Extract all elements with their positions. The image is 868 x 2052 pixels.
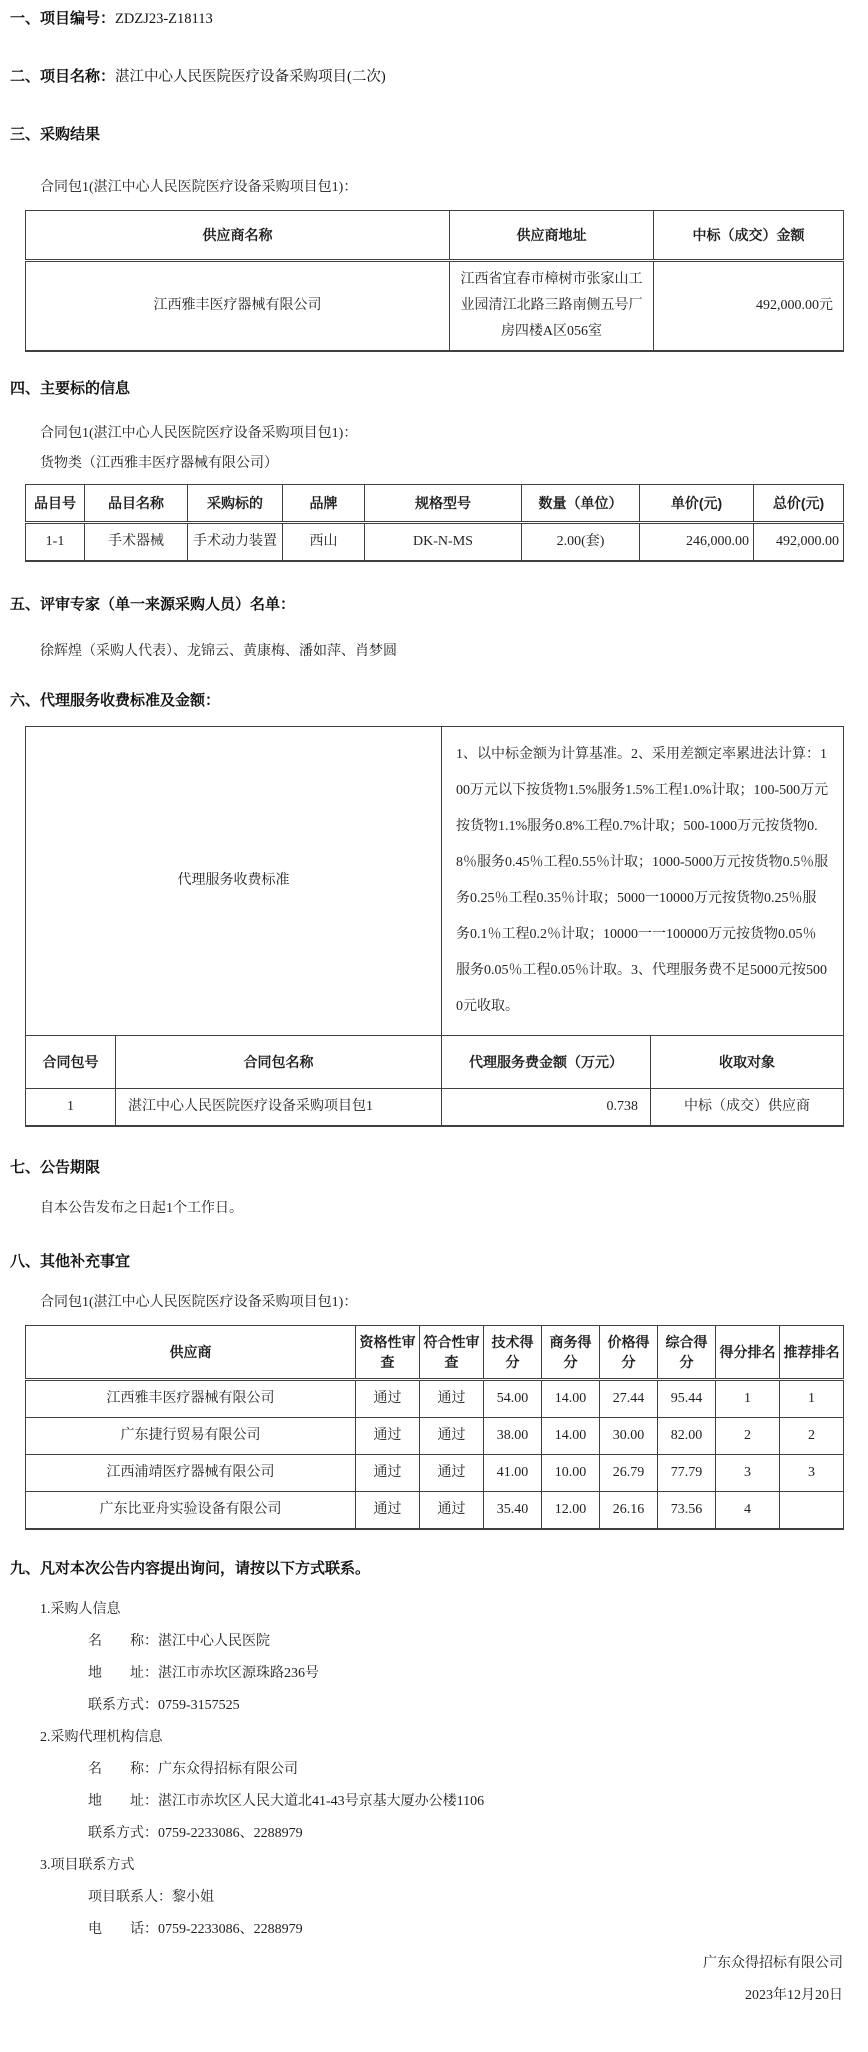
result-package-line: 合同包1(湛江中心人民医院医疗设备采购项目包1)： (40, 180, 358, 195)
col-item-no: 品目号 (26, 485, 85, 523)
footer-date: 2023年12月20日 (745, 1988, 843, 2003)
technical-score-cell: 54.00 (484, 1380, 542, 1418)
section-heading-main-subject: 四、主要标的信息 (10, 380, 131, 397)
fee-payer-cell: 中标（成交）供应商 (651, 1089, 844, 1127)
col-conformity-review: 符合性审查 (420, 1326, 484, 1380)
section-heading-contact: 九、凡对本次公告内容提出询问，请按以下方式联系。 (10, 1560, 371, 1577)
agency-fee-table (25, 726, 844, 1127)
col-business-score: 商务得分 (542, 1326, 600, 1380)
table-header-row (26, 485, 844, 523)
table-header-row (26, 1326, 844, 1380)
announcement-period-text: 自本公告发布之日起1个工作日。 (40, 1201, 243, 1216)
score-table (25, 1325, 844, 1530)
col-overall-score: 综合得分 (658, 1326, 716, 1380)
agency-fee-amount-cell: 0.738 (442, 1089, 651, 1127)
quantity-cell: 2.00(套) (522, 523, 640, 562)
section-heading-procurement-result: 三、采购结果 (10, 126, 101, 143)
col-supplier-name: 供应商名称 (26, 211, 450, 261)
score-row (26, 1380, 844, 1418)
item-no-cell: 1-1 (26, 523, 85, 562)
col-supplier: 供应商 (26, 1326, 356, 1380)
section-heading-agency-fee: 六、代理服务收费标准及金额： (10, 692, 221, 709)
agency-address-line: 地 址：湛江市赤坎区人民大道北41-43号京基大厦办公楼1106 (88, 1794, 485, 1809)
technical-score-cell: 38.00 (484, 1418, 542, 1455)
recommend-rank-cell: 2 (780, 1418, 844, 1455)
recommend-rank-cell (780, 1492, 844, 1530)
table-header-row (26, 211, 844, 261)
section-project-name (10, 66, 843, 88)
overall-score-cell: 95.44 (658, 1380, 716, 1418)
supplier-address-cell: 江西省宜春市樟树市张家山工业园清江北路三路南侧五号厂房四楼A区056室 (450, 261, 654, 352)
agency-phone-line: 联系方式：0759-2233086、2288979 (88, 1826, 303, 1841)
qualification-cell: 通过 (356, 1418, 420, 1455)
score-row (26, 1492, 844, 1530)
supplier-cell: 江西雅丰医疗器械有限公司 (26, 1380, 356, 1418)
section-heading-supplementary: 八、其他补充事宜 (10, 1253, 131, 1270)
supplier-name-cell: 江西雅丰医疗器械有限公司 (26, 261, 450, 352)
col-agency-fee-amount: 代理服务费金额（万元） (442, 1036, 651, 1089)
procurement-result-table (25, 210, 844, 352)
section-heading-experts: 五、评审专家（单一来源采购人员）名单： (10, 596, 296, 613)
col-award-amount: 中标（成交）金额 (654, 211, 844, 261)
supplier-cell: 江西浦靖医疗器械有限公司 (26, 1455, 356, 1492)
qualification-cell: 通过 (356, 1380, 420, 1418)
project-number-value: ZDZJ23-Z18113 (115, 11, 213, 27)
buyer-phone-line: 联系方式：0759-3157525 (88, 1698, 240, 1713)
score-rank-cell: 4 (716, 1492, 780, 1530)
score-rank-cell: 3 (716, 1455, 780, 1492)
project-phone-line: 电 话：0759-2233086、2288979 (88, 1922, 303, 1937)
col-price-score: 价格得分 (600, 1326, 658, 1380)
contract-package-no-cell: 1 (26, 1089, 116, 1127)
conformity-cell: 通过 (420, 1455, 484, 1492)
col-fee-payer: 收取对象 (651, 1036, 844, 1089)
buyer-name-line: 名 称：湛江中心人民医院 (88, 1634, 270, 1649)
qualification-cell: 通过 (356, 1492, 420, 1530)
fee-standard-row (26, 727, 844, 1036)
project-name-label: 二、项目名称： (10, 68, 116, 85)
contract-package-name-cell: 湛江中心人民医院医疗设备采购项目包1 (116, 1089, 442, 1127)
price-score-cell: 27.44 (600, 1380, 658, 1418)
recommend-rank-cell: 1 (780, 1380, 844, 1418)
business-score-cell: 14.00 (542, 1380, 600, 1418)
project-contact-person-line: 项目联系人：黎小姐 (88, 1890, 214, 1905)
award-amount-cell: 492,000.00元 (654, 261, 844, 352)
score-rank-cell: 1 (716, 1380, 780, 1418)
project-number-label: 一、项目编号： (10, 10, 116, 27)
business-score-cell: 10.00 (542, 1455, 600, 1492)
supplier-cell: 广东比亚舟实验设备有限公司 (26, 1492, 356, 1530)
section-heading-announcement-period: 七、公告期限 (10, 1159, 101, 1176)
col-technical-score: 技术得分 (484, 1326, 542, 1380)
col-qualification-review: 资格性审查 (356, 1326, 420, 1380)
col-supplier-address: 供应商地址 (450, 211, 654, 261)
item-name-cell: 手术器械 (85, 523, 188, 562)
fee-header-row (26, 1036, 844, 1089)
procurement-subject-cell: 手术动力装置 (188, 523, 283, 562)
col-procurement-subject: 采购标的 (188, 485, 283, 523)
price-score-cell: 26.79 (600, 1455, 658, 1492)
business-score-cell: 12.00 (542, 1492, 600, 1530)
conformity-cell: 通过 (420, 1492, 484, 1530)
agency-info-title: 2.采购代理机构信息 (40, 1730, 163, 1745)
recommend-rank-cell: 3 (780, 1455, 844, 1492)
buyer-info-title: 1.采购人信息 (40, 1602, 121, 1617)
main-subject-table (25, 484, 844, 562)
experts-names-line: 徐辉煌（采购人代表）、龙锦云、黄康梅、潘如萍、肖梦圆 (40, 644, 397, 659)
footer-company: 广东众得招标有限公司 (703, 1956, 843, 1971)
project-name-value: 湛江中心人民医院医疗设备采购项目(二次) (115, 69, 386, 85)
overall-score-cell: 82.00 (658, 1418, 716, 1455)
score-rank-cell: 2 (716, 1418, 780, 1455)
qualification-cell: 通过 (356, 1455, 420, 1492)
fee-standard-label-cell: 代理服务收费标准 (26, 727, 442, 1036)
table-row (26, 523, 844, 562)
total-price-cell: 492,000.00 (754, 523, 844, 562)
col-total-price: 总价(元) (754, 485, 844, 523)
score-row (26, 1418, 844, 1455)
col-quantity: 数量（单位） (522, 485, 640, 523)
business-score-cell: 14.00 (542, 1418, 600, 1455)
table-row (26, 261, 844, 352)
unit-price-cell: 246,000.00 (640, 523, 754, 562)
col-score-rank: 得分排名 (716, 1326, 780, 1380)
overall-score-cell: 77.79 (658, 1455, 716, 1492)
fee-data-row (26, 1089, 844, 1127)
fee-standard-text-cell: 1、以中标金额为计算基准。2、采用差额定率累进法计算：100万元以下按货物1.5%服务1.5%工程1.0%计取；100-500万元按货物1.1%服务0.8%工程0.7%计取；500-1000万元按货物0.8％服务0.45％工程0.55％计取；1000-5000万元按货物0.5％服务0.25％工程0.35％计取；5000一10000万元按货物0.25％服务0.1％工程0.2％计取；10000一一100000万元按货物0.05％服务0.05％工程0.05％计取。3、代理服务费不足5000元按5000元收取。 (442, 727, 844, 1036)
technical-score-cell: 35.40 (484, 1492, 542, 1530)
subject-category-line: 货物类（江西雅丰医疗器械有限公司） (40, 456, 278, 471)
score-row (26, 1455, 844, 1492)
buyer-address-line: 地 址：湛江市赤坎区源珠路236号 (88, 1666, 319, 1681)
supplier-cell: 广东捷行贸易有限公司 (26, 1418, 356, 1455)
brand-cell: 西山 (283, 523, 365, 562)
overall-score-cell: 73.56 (658, 1492, 716, 1530)
col-brand: 品牌 (283, 485, 365, 523)
section-project-number (10, 8, 843, 30)
supplementary-package-line: 合同包1(湛江中心人民医院医疗设备采购项目包1)： (40, 1295, 358, 1310)
conformity-cell: 通过 (420, 1380, 484, 1418)
project-contact-title: 3.项目联系方式 (40, 1858, 135, 1873)
col-contract-package-name: 合同包名称 (116, 1036, 442, 1089)
subject-package-line: 合同包1(湛江中心人民医院医疗设备采购项目包1)： (40, 426, 358, 441)
technical-score-cell: 41.00 (484, 1455, 542, 1492)
col-recommend-rank: 推荐排名 (780, 1326, 844, 1380)
agency-name-line: 名 称：广东众得招标有限公司 (88, 1762, 298, 1777)
price-score-cell: 30.00 (600, 1418, 658, 1455)
col-item-name: 品目名称 (85, 485, 188, 523)
model-cell: DK-N-MS (365, 523, 522, 562)
col-model: 规格型号 (365, 485, 522, 523)
col-contract-package-no: 合同包号 (26, 1036, 116, 1089)
price-score-cell: 26.16 (600, 1492, 658, 1530)
col-unit-price: 单价(元) (640, 485, 754, 523)
conformity-cell: 通过 (420, 1418, 484, 1455)
